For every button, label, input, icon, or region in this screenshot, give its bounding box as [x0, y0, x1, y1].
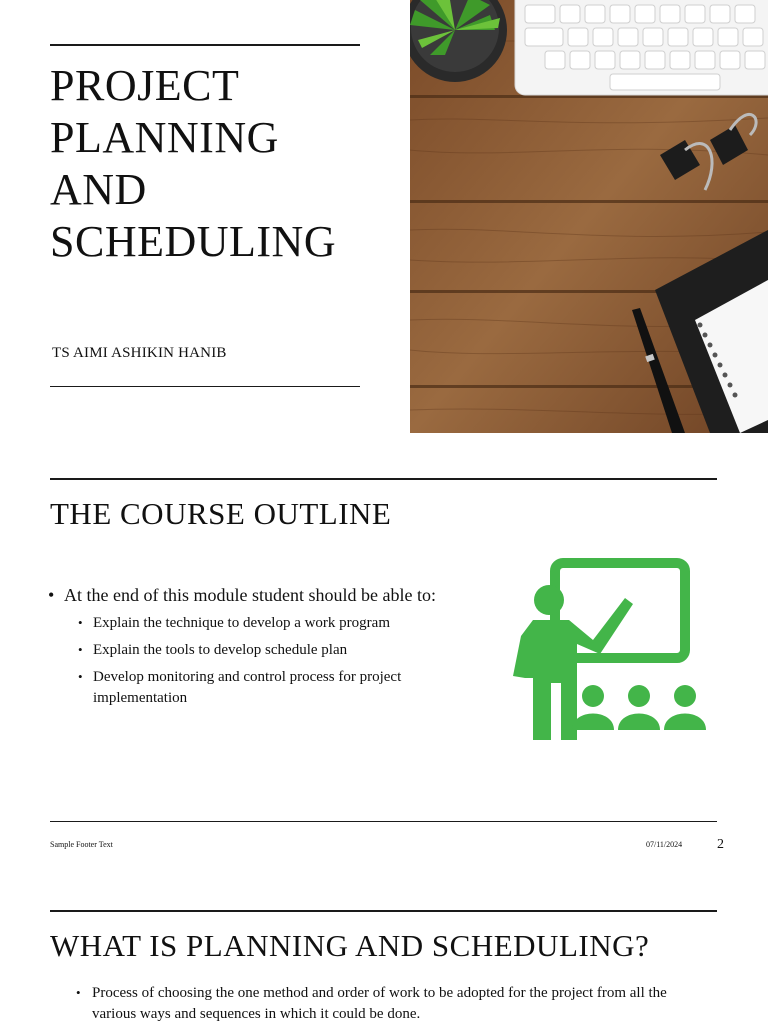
- author-name: TS AIMI ASHIKIN HANIB: [52, 345, 227, 361]
- outline-sub-bullet-1: [48, 613, 488, 634]
- outline-main-bullet: • At the end of this module student should be able to:: [48, 583, 488, 607]
- definition-text: Process of choosing the one method and order of work to be adopted for the project from all the various ways and sequences in which it could be done.: [92, 985, 667, 1022]
- teacher-presentation-icon: [505, 558, 715, 743]
- definition-title: WHAT IS PLANNING AND SCHEDULING?: [50, 928, 650, 963]
- outline-sub-bullet-2: [48, 640, 488, 661]
- sub-bullet-text: Develop monitoring and control process for project implementation: [93, 669, 402, 706]
- outline-title: THE COURSE OUTLINE: [50, 496, 392, 531]
- footer-text: Sample Footer Text: [50, 840, 113, 849]
- title-bottom-rule: [50, 386, 360, 387]
- outline-sub-bullet-3: [48, 667, 443, 709]
- title-line-2: PLANNING: [50, 113, 279, 162]
- slide-title: [50, 60, 390, 268]
- bullet-dot: •: [78, 615, 83, 630]
- footer-rule: [50, 821, 717, 822]
- outline-bullets: [48, 583, 488, 709]
- sub-bullet-text: Explain the tools to develop schedule plan: [93, 642, 348, 658]
- title-top-rule: [50, 44, 360, 46]
- bullet-dot: •: [78, 669, 83, 684]
- footer-date: 07/11/2024: [646, 840, 683, 849]
- page-number: 2: [717, 837, 724, 852]
- bullet-dot: •: [76, 985, 81, 1000]
- definition-bullet: [76, 983, 712, 1025]
- title-line-3: AND: [50, 165, 147, 214]
- sub-bullet-text: Explain the technique to develop a work program: [93, 615, 390, 631]
- desk-photo: [410, 0, 768, 433]
- title-line-1: PROJECT: [50, 61, 240, 110]
- definition-top-rule: [50, 910, 717, 912]
- outline-top-rule: [50, 478, 717, 480]
- title-line-4: SCHEDULING: [50, 217, 337, 266]
- bullet-dot: •: [78, 642, 83, 657]
